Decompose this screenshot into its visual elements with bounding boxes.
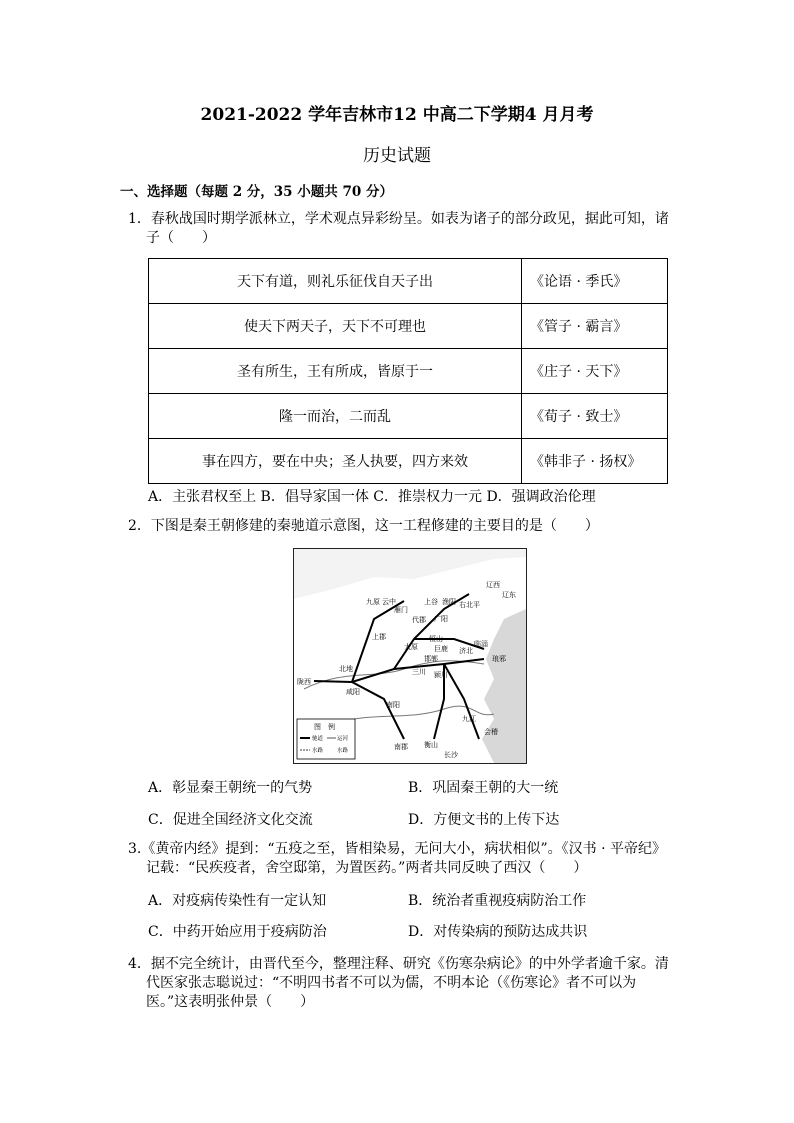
table-cell-quote: 使天下两天子，天下不可理也 bbox=[149, 304, 522, 349]
map-label: 北地 bbox=[339, 666, 353, 673]
q1-options: A．主张君权至上 B．倡导家国一体 C．推崇权力一元 D．强调政治伦理 bbox=[148, 489, 596, 505]
legend-item: 水路 bbox=[312, 748, 324, 754]
table-row bbox=[149, 259, 668, 304]
q2-option-d: D．方便文书的上传下达 bbox=[408, 812, 560, 828]
legend-title: 图 例 bbox=[314, 724, 335, 731]
map-label: 衡山 bbox=[424, 742, 438, 749]
map-label: 云中 bbox=[382, 599, 396, 606]
map-label: 琅邪 bbox=[492, 656, 506, 663]
table-row bbox=[149, 304, 668, 349]
page-title: 2021-2022 学年吉林市12 中高二下学期4 月月考 bbox=[200, 105, 594, 125]
qin-road-map bbox=[293, 548, 527, 764]
table-cell-quote: 隆一而治，二而乱 bbox=[149, 394, 522, 439]
map-label: 三川 bbox=[412, 669, 426, 676]
table-cell-source: 《韩非子 · 扬权》 bbox=[522, 439, 668, 484]
q4-stem-line3: 医。”这表明张仲景（ ） bbox=[146, 994, 315, 1010]
map-label: 九原 bbox=[366, 599, 380, 606]
q3-stem-line2: 记载：“民疾疫者，舍空邸第，为置医药。”两者共同反映了西汉（ ） bbox=[146, 860, 588, 876]
map-label: 南郡 bbox=[394, 744, 408, 751]
map-label: 太原 bbox=[404, 644, 418, 651]
legend-item: 水路 bbox=[337, 748, 349, 754]
map-label: 代郡 bbox=[412, 617, 426, 624]
q1-stem-line1: 1．春秋战国时期学派林立，学术观点异彩纷呈。如表为诸子的部分政见，据此可知，诸 bbox=[128, 211, 669, 227]
map-label: 会稽 bbox=[484, 729, 498, 736]
map-label: 辽东 bbox=[502, 592, 516, 599]
table-cell-quote: 圣有所生，王有所成，皆原于一 bbox=[149, 349, 522, 394]
q3-option-a: A．对疫病传染性有一定认知 bbox=[148, 893, 327, 909]
table-cell-quote: 天下有道，则礼乐征伐自天子出 bbox=[149, 259, 522, 304]
map-label: 济北 bbox=[459, 648, 473, 655]
map-label: 颍川 bbox=[434, 672, 448, 679]
map-label: 临淄 bbox=[474, 641, 488, 648]
map-label: 咸阳 bbox=[346, 689, 360, 696]
q3-option-c: C．中药开始应用于疫病防治 bbox=[148, 924, 327, 940]
table-cell-source: 《荀子 · 致士》 bbox=[522, 394, 668, 439]
map-label: 广阳 bbox=[434, 616, 448, 623]
map-label: 九江 bbox=[462, 716, 476, 723]
q1-stem-line2: 子（ ） bbox=[146, 230, 216, 246]
legend-item: 驰道 bbox=[312, 736, 324, 742]
map-label: 渔阳 bbox=[442, 599, 456, 606]
q3-option-b: B．统治者重视疫病防治工作 bbox=[408, 893, 587, 909]
map-label: 长沙 bbox=[444, 752, 458, 759]
table-row bbox=[149, 349, 668, 394]
page-subtitle: 历史试题 bbox=[363, 146, 431, 166]
map-label: 雁门 bbox=[394, 607, 408, 614]
q3-stem-line1: 3.《黄帝内经》提到：“五疫之至，皆相染易，无问大小，病状相似”。《汉书 · 平帝纪》 bbox=[128, 841, 667, 857]
table-row bbox=[149, 394, 668, 439]
q4-stem-line2: 代医家张志聪说过：“不明四书者不可以为儒，不明本论（《伤寒论》者不可以为 bbox=[146, 975, 637, 991]
map-label: 右北平 bbox=[459, 602, 480, 609]
table-cell-quote: 事在四方，要在中央；圣人执要，四方来效 bbox=[149, 439, 522, 484]
map-label: 上郡 bbox=[372, 634, 386, 641]
map-label: 陇西 bbox=[297, 679, 311, 686]
q2-option-b: B．巩固秦王朝的大一统 bbox=[408, 780, 559, 796]
map-svg bbox=[294, 549, 526, 763]
table-row bbox=[149, 439, 668, 484]
map-label: 邯郸 bbox=[424, 656, 438, 663]
map-label: 恒山 bbox=[429, 636, 443, 643]
q2-option-a: A．彰显秦王朝统一的气势 bbox=[148, 780, 313, 796]
map-label: 上谷 bbox=[424, 599, 438, 606]
map-label: 巨鹿 bbox=[434, 646, 448, 653]
table-cell-source: 《管子 · 霸言》 bbox=[522, 304, 668, 349]
q1-table bbox=[148, 258, 668, 484]
map-label: 辽西 bbox=[486, 582, 500, 589]
q2-stem: 2．下图是秦王朝修建的秦驰道示意图，这一工程修建的主要目的是（ ） bbox=[128, 518, 599, 534]
table-cell-source: 《庄子 · 天下》 bbox=[522, 349, 668, 394]
q3-option-d: D．对传染病的预防达成共识 bbox=[408, 924, 588, 940]
table-cell-source: 《论语 · 季氏》 bbox=[522, 259, 668, 304]
map-legend bbox=[297, 719, 355, 759]
q4-stem-line1: 4．据不完全统计，由晋代至今，整理注释、研究《伤寒杂病论》的中外学者逾千家。清 bbox=[128, 956, 669, 972]
q2-option-c: C．促进全国经济文化交流 bbox=[148, 812, 313, 828]
section-heading: 一、选择题（每题 2 分，35 小题共 70 分） bbox=[120, 184, 393, 200]
legend-item: 运河 bbox=[337, 736, 349, 742]
map-label: 南阳 bbox=[386, 702, 400, 709]
